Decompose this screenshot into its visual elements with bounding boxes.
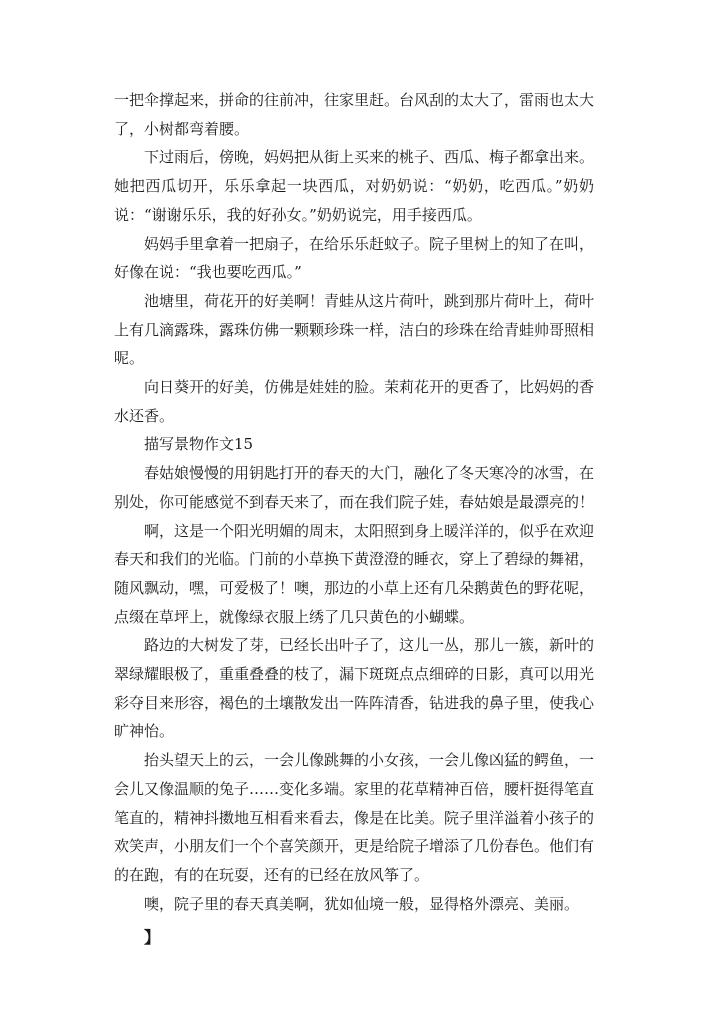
paragraph-pond: 池塘里，荷花开的好美啊！青蛙从这片荷叶，跳到那片荷叶上，荷叶上有几滴露珠，露珠仿佛一颗颗珍珠一样，洁白的珍珠在给青蛙帅哥照相呢。 bbox=[114, 291, 595, 368]
paragraph-sunflower: 向日葵开的好美，仿佛是娃娃的脸。茉莉花开的更香了，比妈妈的香水还香。 bbox=[114, 378, 595, 425]
paragraph-clouds: 抬头望天上的云，一会儿像跳舞的小女孩，一会儿像凶猛的鳄鱼，一会儿又像温顺的兔子……变化多端。家里的花草精神百倍，腰杆挺得笔直笔直的，精神抖擞地互相看来看去，像是在比美。院子里洋溢着小孩子的欢笑声，小朋友们一个个喜笑颜开，更是给院子增添了几份春色。他们有的在跑，有的在玩耍，还有的已经在放风筝了。 bbox=[114, 751, 595, 884]
paragraph-storm: 一把伞撑起来，拼命的往前冲，往家里赶。台风刮的太大了，雷雨也太大了，小树都弯着腰。 bbox=[114, 91, 595, 138]
paragraph-watermelon: 下过雨后，傍晚，妈妈把从街上买来的桃子、西瓜、梅子都拿出来。她把西瓜切开，乐乐拿起一块西瓜，对奶奶说：“奶奶，吃西瓜。”奶奶说：“谢谢乐乐，我的好孙女。”奶奶说完，用手接西瓜。 bbox=[114, 148, 595, 224]
paragraph-trees: 路边的大树发了芽，已经长出叶子了，这儿一丛，那儿一簇，新叶的翠绿耀眼极了，重重叠叠的枝了，漏下斑斑点点细碎的日影，真可以用光彩夺目来形容，褐色的土壤散发出一阵阵清香，钻进我的鼻子里，使我心旷神怡。 bbox=[114, 636, 595, 741]
essay-heading: 描写景物作文15 bbox=[144, 435, 254, 454]
document-page bbox=[114, 86, 594, 953]
closing-bracket: 】 bbox=[144, 928, 161, 948]
paragraph-spring-door: 春姑娘慢慢的用钥匙打开的春天的大门，融化了冬天寒冷的冰雪，在别处，你可能感觉不到春天来了，而在我们院子娃，春姑娘是最漂亮的！ bbox=[114, 464, 595, 511]
paragraph-conclusion: 噢，院子里的春天真美啊，犹如仙境一般，显得格外漂亮、美丽。 bbox=[144, 894, 580, 913]
paragraph-fan: 妈妈手里拿着一把扇子，在给乐乐赶蚊子。院子里树上的知了在叫，好像在说：“我也要吃西瓜。” bbox=[114, 234, 595, 282]
paragraph-weekend: 啊，这是一个阳光明媚的周末，太阳照到身上暖洋洋的，似乎在欢迎春天和我们的光临。门前的小草换下黄澄澄的睡衣，穿上了碧绿的舞裙，随风飘动，嘿，可爱极了！噢，那边的小草上还有几朵鹅黄色的野花呢，点缀在草坪上，就像绿衣服上绣了几只黄色的小蝴蝶。 bbox=[114, 521, 595, 626]
